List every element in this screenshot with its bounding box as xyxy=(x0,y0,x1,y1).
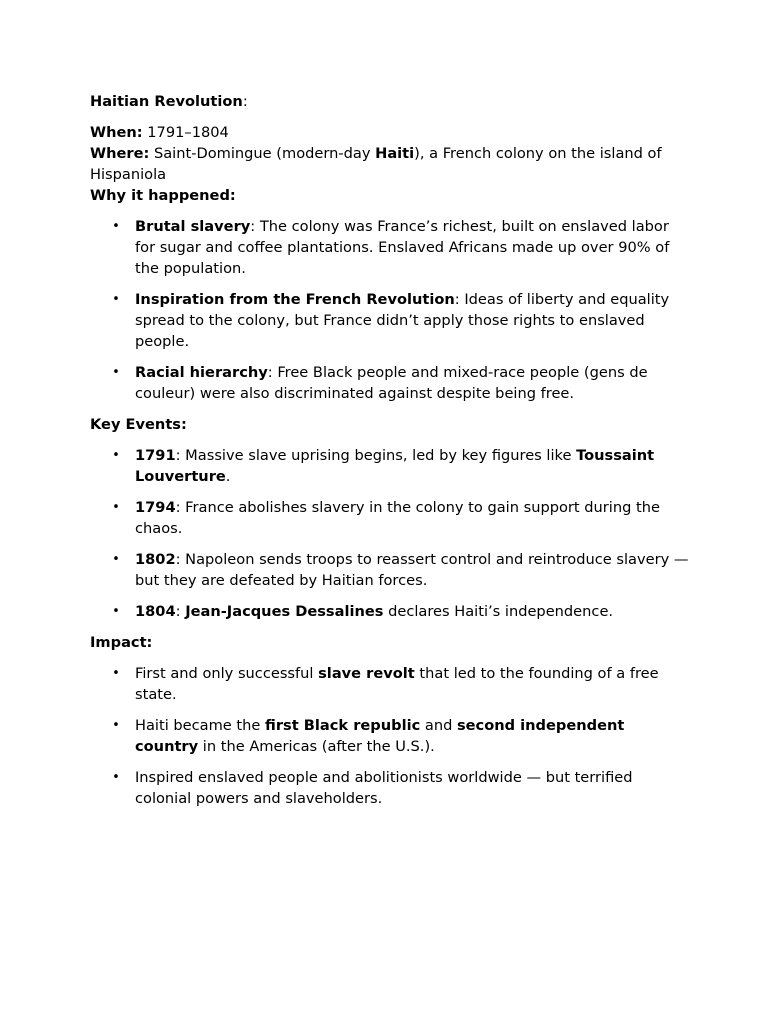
bullet-icon: • xyxy=(112,718,120,733)
where-pre: Saint-Domingue (modern-day xyxy=(149,145,376,162)
bullet-icon: • xyxy=(112,365,120,380)
why-item xyxy=(90,362,690,404)
bullet-icon: • xyxy=(112,666,120,681)
event-tail: declares Haiti’s independence. xyxy=(383,603,614,620)
event-tail: . xyxy=(225,468,231,485)
event-item xyxy=(90,445,690,487)
bullet-icon: • xyxy=(112,604,120,619)
impact-post: in the Americas (after the U.S.). xyxy=(198,738,435,755)
event-year: 1794 xyxy=(135,499,176,516)
impact-mid: and xyxy=(420,717,457,734)
where-label: Where: xyxy=(90,145,150,162)
event-item xyxy=(90,497,690,539)
events-list xyxy=(90,445,690,622)
events-heading: Key Events: xyxy=(90,416,187,433)
event-figure: Toussaint Louverture xyxy=(135,447,655,485)
event-year: 1802 xyxy=(135,551,176,568)
why-item xyxy=(90,216,690,279)
impact-bold-2: second independent country xyxy=(135,717,625,755)
when-line xyxy=(90,122,690,143)
event-year: 1804 xyxy=(135,603,176,620)
event-figure: Jean-Jacques Dessalines xyxy=(185,603,384,620)
impact-item xyxy=(90,715,690,757)
impact-item xyxy=(90,767,690,809)
document-page xyxy=(90,91,690,819)
impact-bold: first Black republic xyxy=(265,717,421,734)
where-post: ), a French colony on the island of Hispaniola xyxy=(90,145,662,183)
where-bold: Haiti xyxy=(375,145,415,162)
impact-item xyxy=(90,663,690,705)
event-text: : France abolishes slavery in the colony to gain support during the chaos. xyxy=(135,499,660,537)
event-item xyxy=(90,601,690,622)
title-text: Haitian Revolution xyxy=(90,93,243,110)
impact-pre: First and only successful xyxy=(135,665,319,682)
bullet-icon: • xyxy=(112,500,120,515)
title-suffix: : xyxy=(242,93,248,110)
event-text: : Napoleon sends troops to reassert control and reintroduce slavery — but they are defeated by Haitian forces. xyxy=(135,551,689,589)
why-item-bold: Racial hierarchy xyxy=(135,364,268,381)
bullet-icon: • xyxy=(112,448,120,463)
bullet-icon: • xyxy=(112,552,120,567)
why-list xyxy=(90,216,690,404)
impact-pre: Inspired enslaved people and abolitionists worldwide — but terrified colonial powers and slaveholders. xyxy=(135,769,633,807)
bullet-icon: • xyxy=(112,219,120,234)
event-sep: : xyxy=(175,603,186,620)
impact-post: that led to the founding of a free state. xyxy=(135,665,659,703)
when-value: 1791–1804 xyxy=(142,124,229,141)
impact-heading: Impact: xyxy=(90,634,153,651)
impact-bold: slave revolt xyxy=(318,665,415,682)
event-item xyxy=(90,549,690,591)
why-item-text: : Free Black people and mixed-race people (gens de couleur) were also discriminated against despite being free. xyxy=(135,364,648,402)
document-title xyxy=(90,91,690,112)
why-item-bold: Brutal slavery xyxy=(135,218,251,235)
why-item-bold: Inspiration from the French Revolution xyxy=(135,291,455,308)
impact-pre: Haiti became the xyxy=(135,717,266,734)
why-item-text: : Ideas of liberty and equality spread to the colony, but France didn’t apply those rights to enslaved people. xyxy=(135,291,670,350)
impact-list xyxy=(90,663,690,809)
event-text: : Massive slave uprising begins, led by key figures like xyxy=(175,447,577,464)
where-line xyxy=(90,143,690,185)
why-heading: Why it happened: xyxy=(90,187,236,204)
why-item xyxy=(90,289,690,352)
bullet-icon: • xyxy=(112,292,120,307)
bullet-icon: • xyxy=(112,770,120,785)
when-label: When: xyxy=(90,124,143,141)
event-year: 1791 xyxy=(135,447,176,464)
why-item-text: : The colony was France’s richest, built on enslaved labor for sugar and coffee plantations. Enslaved Africans made up over 90% of the population. xyxy=(135,218,670,277)
